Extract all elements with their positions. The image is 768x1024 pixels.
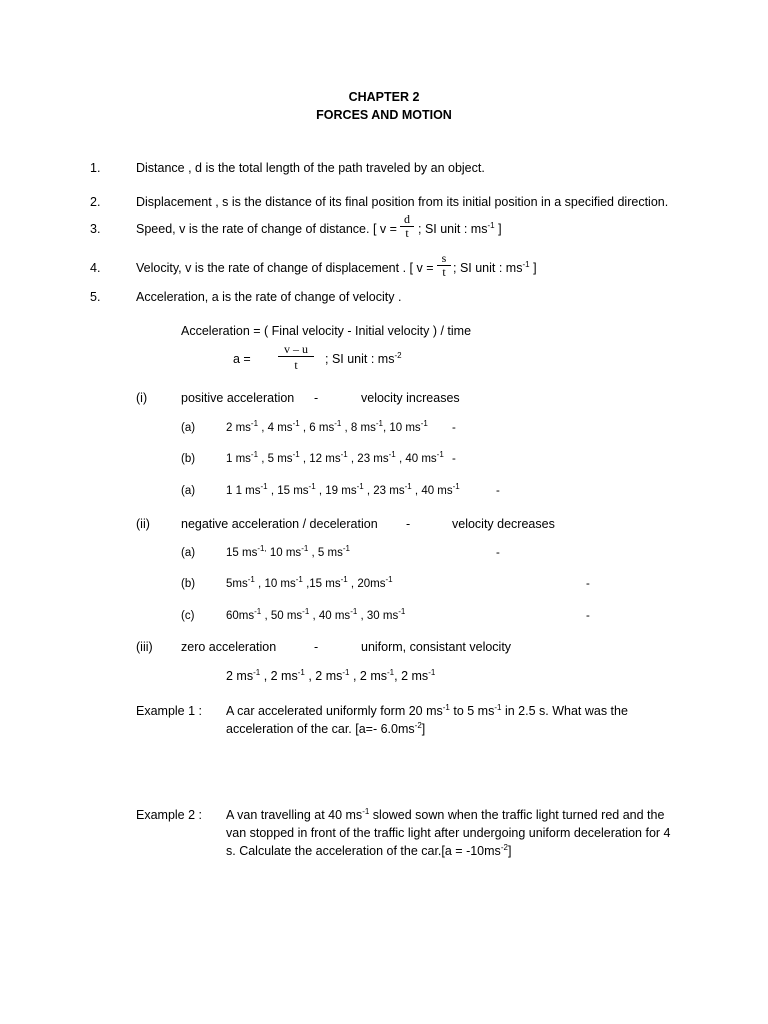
row-dash: - <box>452 422 456 434</box>
fraction-numerator: s <box>441 251 447 265</box>
value: , 2 ms <box>260 669 298 683</box>
exponent: -1 <box>362 807 370 816</box>
value: , 6 ms <box>299 422 335 434</box>
text: to 5 ms <box>449 704 495 718</box>
item-text: Displacement , s is the distance of its final position from its initial position in a specified direction. <box>136 195 669 209</box>
chapter-number: CHAPTER 2 <box>348 90 420 104</box>
row-values <box>226 546 350 561</box>
text: A van travelling at 40 ms <box>226 808 363 822</box>
velocity-fraction <box>437 252 451 279</box>
unit-text: ; SI unit : ms <box>325 352 395 366</box>
fraction-denominator: t <box>278 356 314 372</box>
exponent: -1 <box>297 668 305 677</box>
value: , 15 ms <box>267 485 309 497</box>
exponent: -1 <box>436 450 444 459</box>
row-letter: (b) <box>181 453 196 465</box>
exponent: -1 <box>420 419 428 428</box>
row-values <box>226 452 444 467</box>
exponent: -1 <box>292 450 300 459</box>
acceleration-symbol: a = <box>233 352 251 366</box>
item-number: 4. <box>90 261 101 275</box>
row-letter: (a) <box>181 547 196 559</box>
case-numeral: (i) <box>136 391 148 405</box>
value: , 8 ms <box>341 422 376 434</box>
exponent: -1 <box>385 575 393 584</box>
exponent: -1 <box>398 607 406 616</box>
value: 10 ms <box>266 547 302 559</box>
unit-text: ; SI unit : ms <box>453 261 523 275</box>
value: 15 ms <box>226 547 258 559</box>
value: 1 ms <box>226 453 251 465</box>
value: 2 ms <box>226 422 251 434</box>
case-result: velocity increases <box>361 391 460 405</box>
value: 60ms <box>226 610 255 622</box>
velocity-unit <box>453 261 537 276</box>
case-numeral: (iii) <box>136 640 153 654</box>
exponent: -1 <box>254 607 262 616</box>
exponent: -1, <box>257 544 267 553</box>
item-text: Acceleration, a is the rate of change of velocity . <box>136 290 402 304</box>
value: 1 1 ms <box>226 485 261 497</box>
exponent: -2 <box>500 843 508 852</box>
case-result: uniform, consistant velocity <box>361 640 512 654</box>
value: , 40 ms <box>411 485 453 497</box>
row-values <box>226 609 405 624</box>
text: ] <box>507 844 512 858</box>
exponent: -1 <box>342 668 350 677</box>
exponent: -1 <box>442 703 450 712</box>
exponent: -1 <box>292 419 300 428</box>
speed-definition <box>136 222 397 237</box>
exponent: -1 <box>356 482 364 491</box>
exponent: -1 <box>301 544 309 553</box>
value: , 30 ms <box>357 610 399 622</box>
value: , 2 ms <box>304 669 343 683</box>
case-label: positive acceleration <box>181 391 295 405</box>
value: , 20ms <box>347 578 386 590</box>
text: s. Calculate the acceleration of the car.[a = -10ms <box>226 844 501 858</box>
case-numeral: (ii) <box>136 517 150 531</box>
row-dash: - <box>496 547 500 559</box>
item-text: Speed, v is the rate of change of distance. [ v = <box>136 222 397 236</box>
unit-exponent: -1 <box>522 260 530 269</box>
case-dash: - <box>314 640 319 654</box>
exponent: -1 <box>247 575 255 584</box>
uniform-values <box>226 669 435 684</box>
item-text: Velocity, v is the rate of change of displacement . [ v = <box>136 261 434 275</box>
row-dash: - <box>586 578 590 590</box>
exponent: -1 <box>340 450 348 459</box>
example-label: Example 1 : <box>136 704 203 718</box>
exponent: -1 <box>253 668 261 677</box>
value: 2 ms <box>226 669 254 683</box>
value: , 40 ms <box>309 610 351 622</box>
row-values <box>226 577 393 592</box>
value: , 40 ms <box>395 453 437 465</box>
exponent: -1 <box>388 450 396 459</box>
chapter-title: FORCES AND MOTION <box>316 108 452 122</box>
example-text <box>226 844 511 859</box>
row-dash: - <box>496 485 500 497</box>
case-dash: - <box>406 517 411 531</box>
value: , 2 ms <box>394 669 429 683</box>
acceleration-fraction <box>278 343 314 372</box>
example-text <box>226 704 628 719</box>
exponent: -1 <box>350 607 358 616</box>
bracket: ] <box>494 222 502 236</box>
row-letter: (b) <box>181 578 196 590</box>
case-label: negative acceleration / deceleration <box>181 517 378 531</box>
item-text: Distance , d is the total length of the path traveled by an object. <box>136 161 485 175</box>
item-number: 1. <box>90 161 101 175</box>
value: , 10 ms <box>382 422 421 434</box>
value: , 10 ms <box>254 578 296 590</box>
exponent: -1 <box>250 450 259 459</box>
bracket: ] <box>529 261 537 275</box>
text: van stopped in front of the traffic light after undergoing uniform deceleration for 4 <box>226 826 671 840</box>
speed-fraction <box>400 213 414 240</box>
acceleration-unit <box>325 352 402 367</box>
exponent: -1 <box>295 575 303 584</box>
exponent: -1 <box>494 703 502 712</box>
example-text <box>226 808 664 823</box>
text: acceleration of the car. [a=- 6.0ms <box>226 722 415 736</box>
case-dash: - <box>314 391 319 405</box>
fraction-denominator: t <box>437 265 451 279</box>
value: ,15 ms <box>302 578 341 590</box>
value: 5ms <box>226 578 248 590</box>
text: in 2.5 s. What was the <box>501 704 628 718</box>
unit-exponent: -2 <box>394 351 402 360</box>
exponent: -2 <box>414 721 422 730</box>
text: A car accelerated uniformly form 20 ms <box>226 704 443 718</box>
row-letter: (a) <box>181 485 196 497</box>
exponent: -1 <box>302 607 310 616</box>
value: , 12 ms <box>299 453 341 465</box>
row-letter: (c) <box>181 610 195 622</box>
value: , 23 ms <box>347 453 389 465</box>
value: , 50 ms <box>261 610 303 622</box>
item-number: 5. <box>90 290 101 304</box>
value: , 5 ms <box>308 547 343 559</box>
fraction-numerator: d <box>404 212 410 226</box>
text: slowed sown when the traffic light turned red and the <box>369 808 665 822</box>
velocity-definition <box>136 261 434 276</box>
item-number: 2. <box>90 195 101 209</box>
exponent: -1 <box>250 419 259 428</box>
exponent: -1 <box>342 544 350 553</box>
value: , 23 ms <box>363 485 405 497</box>
row-letter: (a) <box>181 422 196 434</box>
fraction-denominator: t <box>400 226 414 240</box>
value: , 5 ms <box>258 453 293 465</box>
exponent: -1 <box>308 482 316 491</box>
row-dash: - <box>452 453 456 465</box>
unit-exponent: -1 <box>487 221 495 230</box>
exponent: -1 <box>387 668 395 677</box>
fraction-numerator: v – u <box>284 342 308 356</box>
speed-unit <box>418 222 502 237</box>
row-values <box>226 421 428 436</box>
text: ] <box>421 722 426 736</box>
exponent: -1 <box>375 419 383 428</box>
exponent: -1 <box>428 668 436 677</box>
exponent: -1 <box>260 482 268 491</box>
item-number: 3. <box>90 222 101 236</box>
unit-text: ; SI unit : ms <box>418 222 488 236</box>
acceleration-formula-words: Acceleration = ( Final velocity - Initial velocity ) / time <box>181 324 472 338</box>
value: , 19 ms <box>315 485 357 497</box>
value: , 4 ms <box>258 422 293 434</box>
case-result: velocity decreases <box>452 517 555 531</box>
example-label: Example 2 : <box>136 808 203 822</box>
row-values <box>226 484 460 499</box>
exponent: -1 <box>340 575 348 584</box>
example-text <box>226 722 425 737</box>
exponent: -1 <box>452 482 460 491</box>
value: , 2 ms <box>349 669 388 683</box>
example-text <box>226 826 670 841</box>
exponent: -1 <box>334 419 342 428</box>
row-dash: - <box>586 610 590 622</box>
case-label: zero acceleration <box>181 640 277 654</box>
exponent: -1 <box>404 482 412 491</box>
